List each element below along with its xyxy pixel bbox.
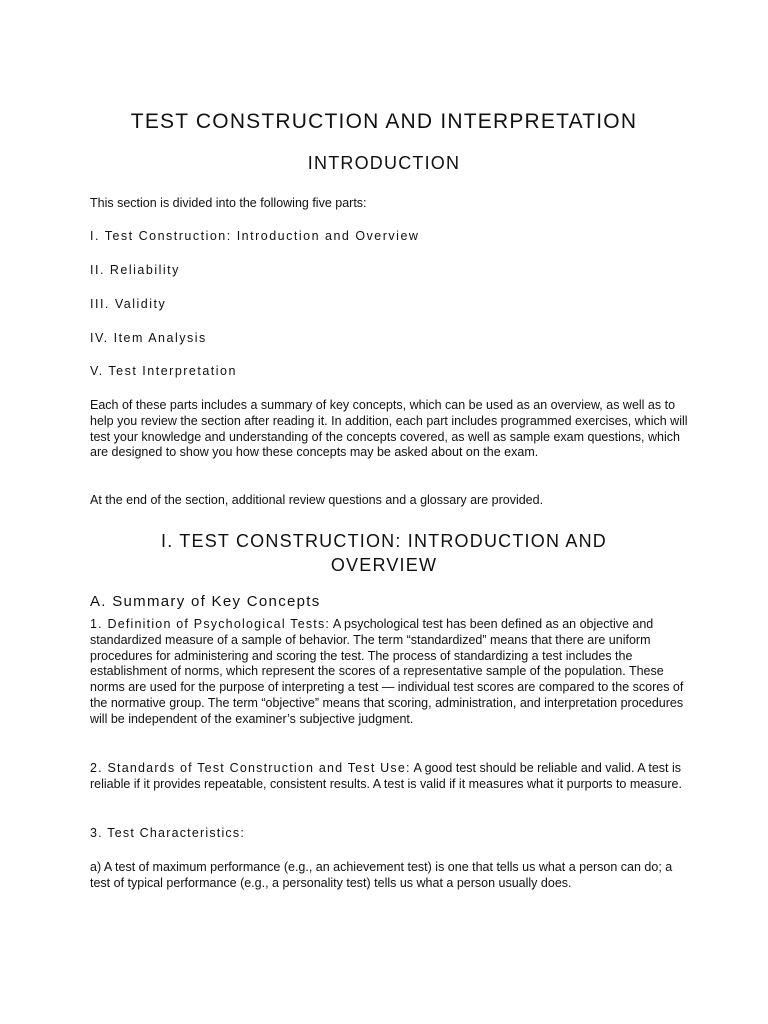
item-2-paragraph bbox=[90, 761, 690, 793]
part-item-1: I. Test Construction: Introduction and Overview bbox=[90, 229, 420, 243]
summary-paragraph: Each of these parts includes a summary of key concepts, which can be used as an overview, as well as to help you review the section after reading it. In addition, each part includes programmed exercises, which will test your knowledge and understanding of the concepts covered, as well as sample exam questions, which are designed to show you how these concepts may be asked about on the exam. bbox=[90, 398, 688, 460]
item-2-lead: 2. Standards of Test Construction and Test Use: bbox=[90, 761, 411, 775]
part-item-3: III. Validity bbox=[90, 297, 167, 311]
document-subtitle: INTRODUCTION bbox=[307, 153, 461, 173]
item-3-paragraph bbox=[90, 826, 690, 842]
part-item-4: IV. Item Analysis bbox=[90, 331, 207, 345]
section-heading-line-1: I. TEST CONSTRUCTION: INTRODUCTION AND bbox=[161, 531, 607, 551]
intro-text: This section is divided into the following five parts: bbox=[90, 196, 367, 210]
end-paragraph: At the end of the section, additional review questions and a glossary are provided. bbox=[90, 493, 544, 507]
item-2-text: A good test should be reliable and valid. A test is reliable if it provides repeatable, consistent results. A test is valid if it measures what it purports to measure. bbox=[90, 761, 682, 791]
section-heading bbox=[0, 529, 768, 577]
document-title: TEST CONSTRUCTION AND INTERPRETATION bbox=[130, 110, 638, 133]
item-1-text: A psychological test has been defined as an objective and standardized measure of a sample of behavior. The term “standardized” means that there are uniform procedures for administering and scoring the test. The process of standardizing a test includes the establishment of norms, which represent the scores of a representative sample of the population. These norms are used for the purpose of interpreting a test — individual test scores are compared to the scores of the normative group. The term “objective” means that scoring, administration, and interpretation procedures will be independent of the examiner’s subjective judgment. bbox=[90, 617, 684, 726]
section-heading-line-2: OVERVIEW bbox=[330, 555, 438, 575]
item-1-lead: 1. Definition of Psychological Tests: bbox=[90, 617, 331, 631]
subsection-heading: A. Summary of Key Concepts bbox=[90, 593, 321, 610]
item-1-paragraph bbox=[90, 617, 690, 728]
part-item-2: II. Reliability bbox=[90, 263, 180, 277]
item-3-lead: 3. Test Characteristics: bbox=[90, 826, 246, 840]
part-item-5: V. Test Interpretation bbox=[90, 364, 237, 378]
item-3a-paragraph: a) A test of maximum performance (e.g., an achievement test) is one that tells us what a person can do; a test of typical performance (e.g., a personality test) tells us what a person usually does. bbox=[90, 860, 673, 890]
